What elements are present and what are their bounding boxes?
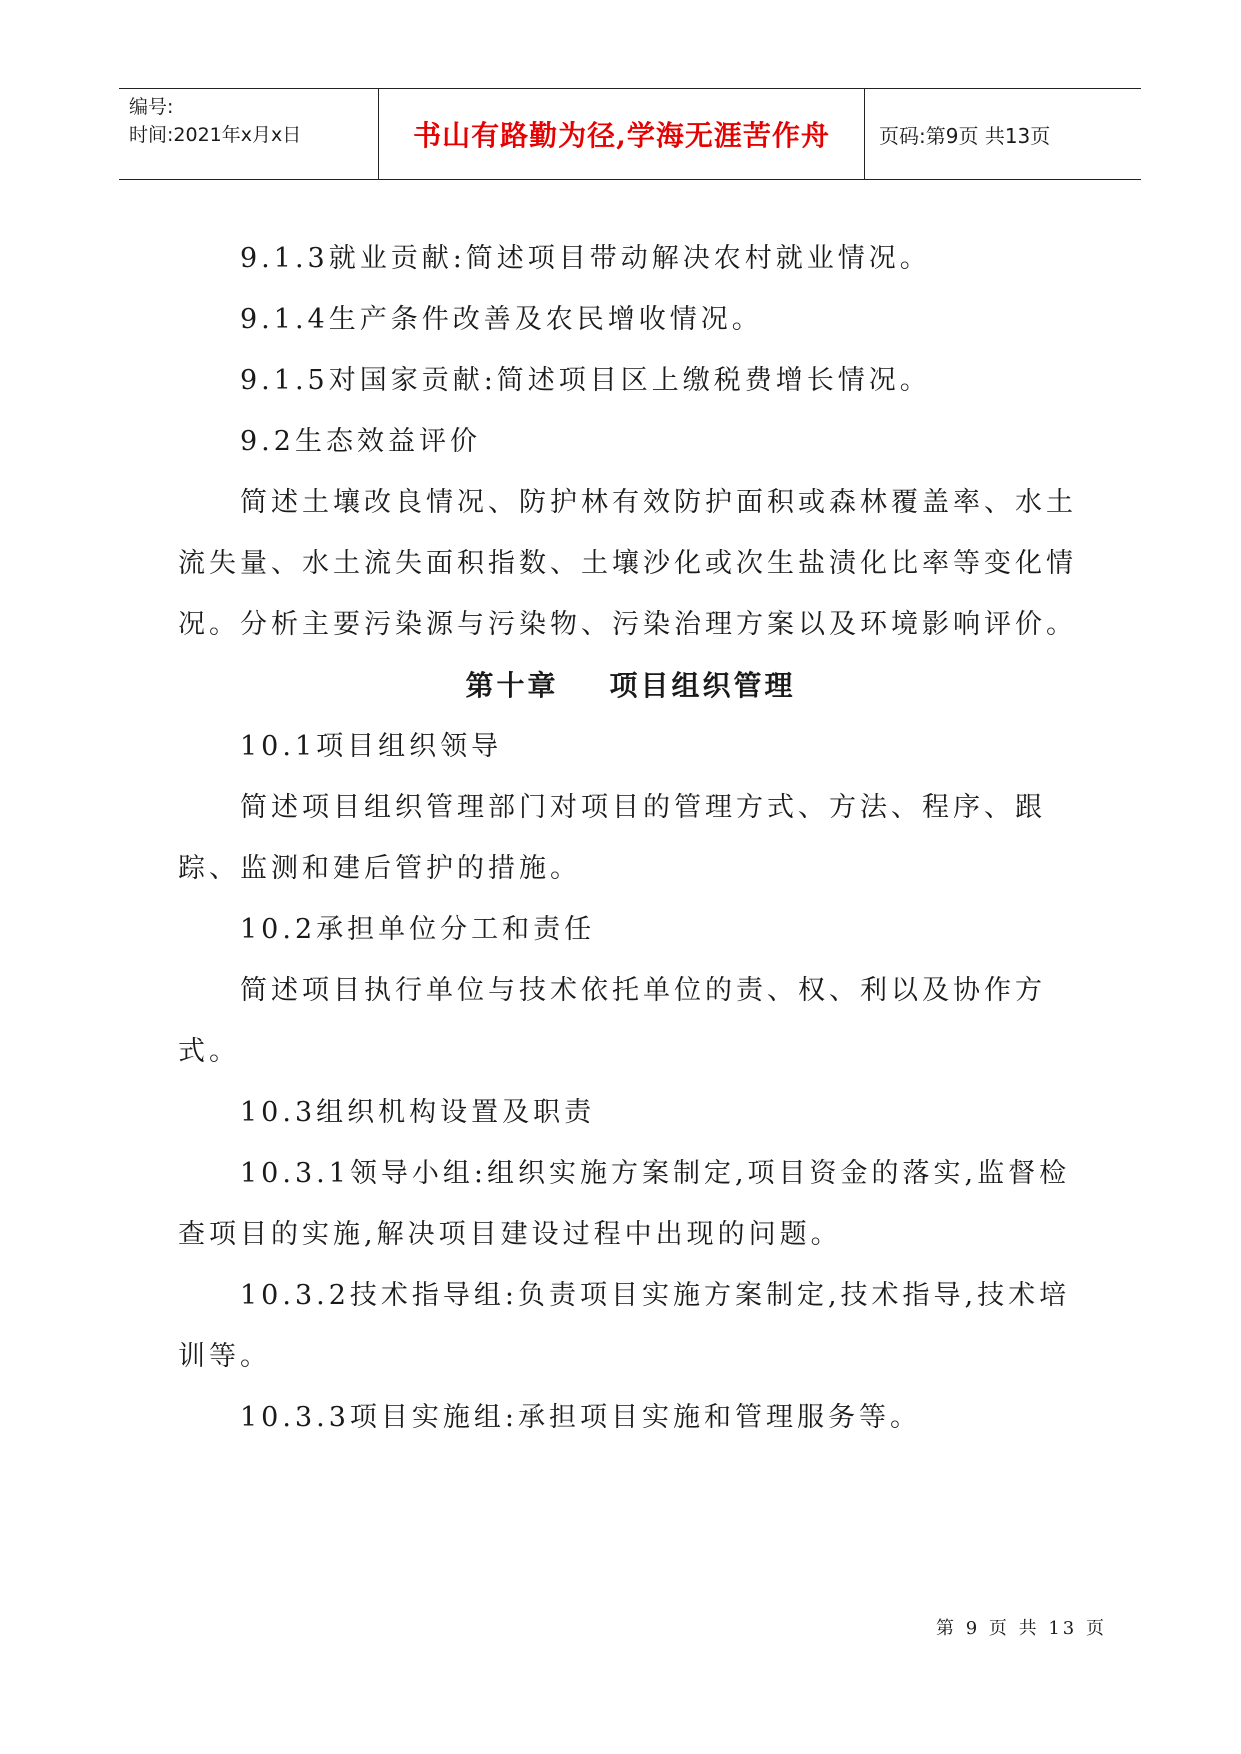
document-body: [178, 228, 1083, 1448]
paragraph: 10.3.1领导小组:组织实施方案制定,项目资金的落实,监督检查项目的实施,解决项目建设过程中出现的问题。: [178, 1158, 1071, 1250]
section-heading: 9.2生态效益评价: [240, 426, 481, 457]
paragraph: 10.3.3项目实施组:承担项目实施和管理服务等。: [240, 1402, 921, 1433]
document-number-label: 编号:: [129, 96, 174, 118]
header-motto: 书山有路勤为径,学海无涯苦作舟: [379, 89, 865, 179]
chapter-title: 第十章 项目组织管理: [465, 669, 796, 702]
section-heading: 10.3组织机构设置及职责: [240, 1097, 596, 1128]
paragraph: 简述土壤改良情况、防护林有效防护面积或森林覆盖率、水土流失量、水土流失面积指数、土壤沙化或次生盐渍化比率等变化情况。分析主要污染源与污染物、污染治理方案以及环境影响评价。: [178, 487, 1077, 640]
page-footer: 第 9 页 共 13 页: [936, 1618, 1107, 1639]
header-meta: [119, 89, 379, 179]
header-page-code: 页码:第9页 共13页: [879, 123, 1051, 148]
section-heading: 10.2承担单位分工和责任: [240, 914, 596, 945]
paragraph: 9.1.3就业贡献:简述项目带动解决农村就业情况。: [240, 243, 931, 274]
paragraph: 10.3.2技术指导组:负责项目实施方案制定,技术指导,技术培训等。: [178, 1280, 1071, 1372]
paragraph: 简述项目执行单位与技术依托单位的责、权、利以及协作方式。: [178, 975, 1046, 1067]
paragraph: 9.1.4生产条件改善及农民增收情况。: [240, 304, 763, 335]
paragraph: 9.1.5对国家贡献:简述项目区上缴税费增长情况。: [240, 365, 931, 396]
paragraph: 简述项目组织管理部门对项目的管理方式、方法、程序、跟踪、监测和建后管护的措施。: [178, 792, 1046, 884]
document-date-label: 时间:2021年x月x日: [129, 124, 302, 146]
page-header: [119, 88, 1141, 180]
section-heading: 10.1项目组织领导: [240, 731, 503, 762]
